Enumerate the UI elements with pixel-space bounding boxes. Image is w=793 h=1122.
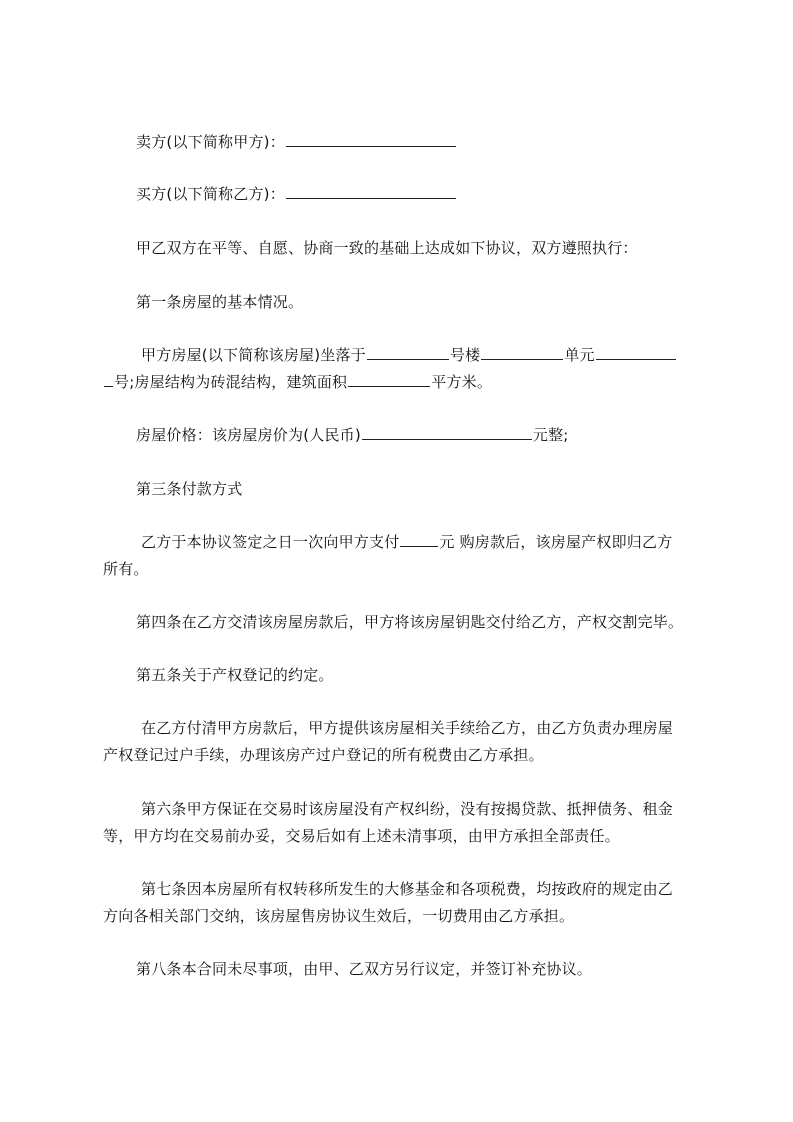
article1-line2: [103, 372, 492, 392]
buyer-name-blank[interactable]: [286, 184, 456, 199]
buyer-line: [136, 184, 457, 204]
article7-line2: 方向各相关部门交纳，该房屋售房协议生效后，一切费用由乙方承担。: [103, 907, 575, 925]
area-blank[interactable]: [348, 372, 430, 387]
article3-heading: 第三条付款方式: [136, 480, 243, 498]
structure-area-label: 号;房屋结构为砖混结构，建筑面积: [114, 373, 348, 391]
article8: 第八条本合同未尽事项，由甲、乙双方另行议定，并签订补充协议。: [136, 960, 593, 978]
article5-line2: 产权登记过户手续，办理该房产过户登记的所有税费由乙方承担。: [103, 746, 544, 764]
room-number-blank[interactable]: [104, 372, 113, 387]
seller-line: [136, 132, 457, 152]
price-blank[interactable]: [362, 425, 532, 440]
unit-blank[interactable]: [596, 345, 676, 360]
payment-suffix: 元 购房款后，该房屋产权即归乙方: [439, 533, 673, 551]
article3-line2: 所有。: [103, 560, 149, 578]
article6-line1: 第六条甲方保证在交易时该房屋没有产权纠纷，没有按揭贷款、抵押债务、租金: [141, 800, 674, 818]
unit-label: 单元: [564, 346, 595, 364]
preamble: 甲乙双方在平等、自愿、协商一致的基础上达成如下协议，双方遵照执行：: [136, 239, 638, 257]
article5-heading: 第五条关于产权登记的约定。: [136, 666, 334, 684]
article1-line1: [141, 345, 677, 365]
building-label: 号楼: [449, 346, 481, 364]
article7-line1: 第七条因本房屋所有权转移所发生的大修基金和各项税费，均按政府的规定由乙: [141, 880, 674, 898]
location-label: 甲方房屋(以下简称该房屋)坐落于: [141, 346, 366, 364]
seller-label: 卖方(以下简称甲方)：: [136, 133, 285, 151]
article4: 第四条在乙方交清该房屋房款后，甲方将该房屋钥匙交付给乙方，产权交割完毕。: [136, 613, 684, 631]
price-suffix: 元整;: [532, 426, 569, 444]
area-unit: 平方米。: [431, 373, 493, 391]
payment-amount-blank[interactable]: [400, 532, 438, 547]
building-blank[interactable]: [481, 345, 563, 360]
location-blank[interactable]: [367, 345, 449, 360]
article1-heading: 第一条房屋的基本情况。: [136, 293, 304, 311]
buyer-label: 买方(以下简称乙方)：: [136, 185, 285, 203]
article5-line1: 在乙方付清甲方房款后，甲方提供该房屋相关手续给乙方，由乙方负责办理房屋: [141, 719, 674, 737]
article3-line1: [141, 532, 672, 552]
payment-label: 乙方于本协议签定之日一次向甲方支付: [141, 533, 400, 551]
price-line: [136, 425, 569, 445]
price-label: 房屋价格：该房屋房价为(人民币): [136, 426, 361, 444]
article6-line2: 等，甲方均在交易前办妥，交易后如有上述未清事项，由甲方承担全部责任。: [103, 827, 620, 845]
seller-name-blank[interactable]: [286, 132, 456, 147]
